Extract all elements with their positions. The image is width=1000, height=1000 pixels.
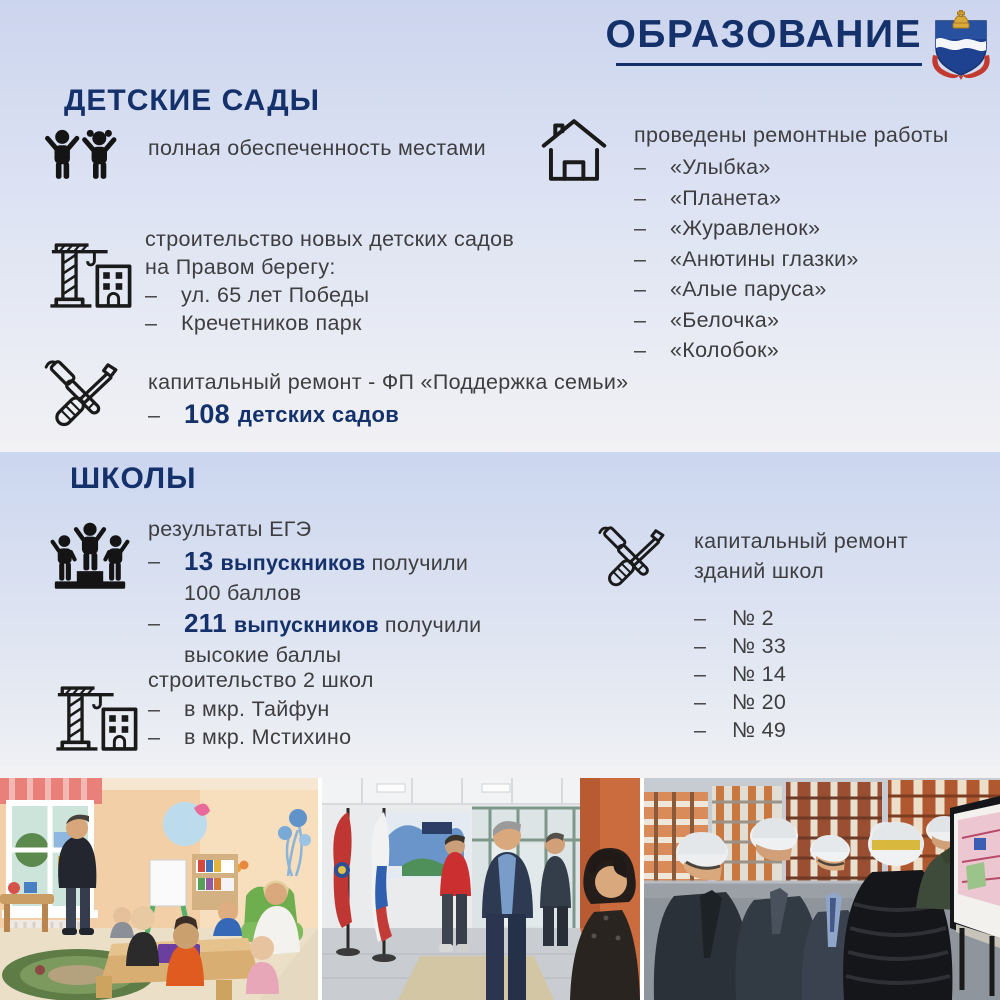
ege-item-line2: высокие баллы [184, 643, 342, 667]
list-item-text: № 20 [732, 690, 787, 714]
list-item [694, 604, 994, 632]
list-item [148, 546, 578, 608]
list-item-text: № 33 [732, 634, 787, 658]
list-item [148, 723, 508, 751]
school-construction-title: строительство 2 школ [148, 668, 374, 692]
ege-item-text [184, 546, 468, 608]
graduates-icon [46, 514, 134, 596]
list-item [148, 608, 578, 670]
ege-count: 211 [184, 608, 227, 638]
list-item [634, 335, 994, 366]
ege-count-label: выпускников [233, 613, 379, 637]
list-item-text: «Белочка» [670, 307, 780, 332]
construction-line2: на Правом берегу: [145, 254, 336, 279]
list-item [148, 695, 508, 723]
dash-bullet: – [694, 690, 707, 714]
hammer-icon [596, 524, 674, 592]
kindergarten-repair-count: 108 [184, 399, 230, 429]
list-item [694, 716, 994, 744]
list-item-text: № 14 [732, 662, 787, 686]
tools-icon [42, 358, 128, 432]
dash-bullet: – [634, 155, 647, 179]
list-item-text: № 49 [732, 718, 787, 742]
list-item-text: «Планета» [670, 185, 782, 210]
dash-bullet: – [145, 311, 158, 335]
list-item-text: «Колобок» [670, 338, 780, 362]
list-item-text: в мкр. Тайфун [184, 697, 330, 721]
list-item [145, 281, 565, 309]
dash-bullet: – [634, 338, 647, 362]
list-item [145, 309, 565, 337]
list-item-text: «Алые паруса» [670, 277, 827, 301]
list-item [694, 688, 994, 716]
bookshelf [192, 854, 238, 910]
construction-crane-icon [52, 668, 140, 758]
dash-bullet: – [634, 185, 647, 210]
school-construction-block [148, 666, 508, 751]
school-construction-list [148, 695, 508, 751]
list-item-text: Кречетников парк [181, 311, 362, 335]
list-item [634, 244, 994, 275]
dash-bullet: – [694, 662, 707, 686]
dash-bullet: – [694, 606, 707, 630]
kindergartens-section-title: ДЕТСКИЕ САДЫ [64, 84, 321, 117]
dash-bullet: – [634, 216, 647, 240]
availability-text: полная обеспеченность местами [148, 136, 486, 160]
list-item-text: в мкр. Мстихино [184, 725, 352, 749]
dash-bullet: – [634, 277, 647, 301]
list-item [694, 660, 994, 688]
dash-bullet: – [634, 246, 647, 271]
schools-section-title: ШКОЛЫ [70, 462, 197, 495]
school-repair-line2: зданий школ [694, 559, 824, 583]
renovated-title: проведены ремонтные работы [634, 123, 949, 147]
dash-bullet: – [148, 549, 161, 573]
list-item-text: ул. 65 лет Победы [181, 283, 370, 307]
ege-item-text [184, 608, 482, 670]
dash-bullet: – [694, 634, 707, 658]
list-item-text: № 2 [732, 606, 774, 630]
list-item [634, 183, 994, 214]
dash-bullet: – [634, 307, 647, 332]
ege-item-line2: 100 баллов [184, 581, 302, 605]
page-title: ОБРАЗОВАНИЕ [605, 13, 922, 56]
ege-rest-text: получили [384, 613, 482, 637]
construction-site-inspection-photo [644, 778, 1000, 1000]
list-item [634, 274, 994, 305]
kindergarten-repair-count-label: детских садов [237, 402, 400, 427]
ege-block [148, 514, 578, 670]
ege-item-line1 [184, 546, 469, 576]
kaluga-coat-of-arms-icon [929, 9, 993, 81]
dash-bullet: – [145, 283, 158, 307]
list-item [634, 213, 994, 244]
house-icon [536, 114, 612, 186]
ege-list [148, 546, 578, 670]
construction-list [145, 281, 565, 337]
repair-count-line [148, 400, 628, 431]
list-item-text: «Улыбка» [670, 155, 771, 179]
construction-crane-icon [46, 228, 134, 312]
ege-item-line1 [184, 608, 482, 638]
renovated-list [634, 152, 994, 366]
ege-rest-text: получили [371, 551, 469, 575]
list-item [694, 632, 994, 660]
photo-strip [0, 778, 1000, 1000]
children-icon [44, 124, 128, 196]
list-item [634, 305, 994, 336]
dash-bullet: – [148, 403, 161, 427]
school-repair-block [694, 526, 994, 586]
dash-bullet: – [148, 611, 161, 635]
list-item-text: «Анютины глазки» [670, 246, 859, 271]
ege-count-label: выпускников [220, 551, 366, 575]
list-item [634, 152, 994, 183]
dash-bullet: – [148, 725, 161, 749]
kindergarten-construction-block [145, 226, 565, 337]
repair-text: капитальный ремонт - ФП «Поддержка семьи» [148, 370, 629, 394]
construction-line1: строительство новых детских садов [145, 227, 515, 251]
dash-bullet: – [694, 718, 707, 742]
school-repair-list [694, 604, 994, 744]
ege-count: 13 [184, 546, 214, 576]
ege-title: результаты ЕГЭ [148, 517, 312, 541]
school-repair-line1: капитальный ремонт [694, 529, 908, 553]
kindergarten-group-photo [0, 778, 318, 1000]
school-hallway-visit-photo [322, 778, 640, 1000]
renovated-block [634, 120, 994, 366]
list-item-text: «Журавленок» [670, 216, 821, 240]
title-underline [616, 63, 922, 66]
dash-bullet: – [148, 697, 161, 721]
kindergarten-repair-block [148, 368, 628, 431]
